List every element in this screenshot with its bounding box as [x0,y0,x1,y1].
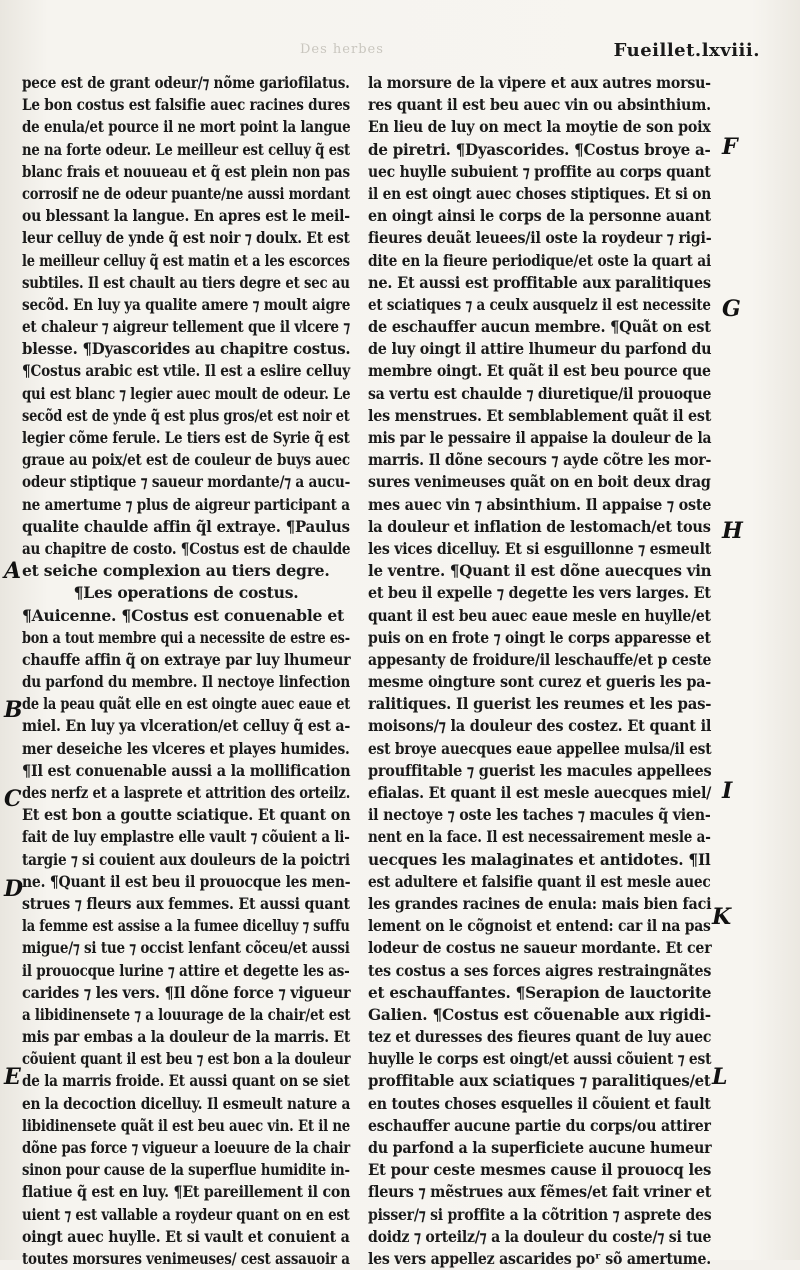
margin-letter-f: F [722,134,738,160]
text-line: efialas. Et quant il est mesle auecques miel/ [368,783,712,802]
text-line: qualite chaulde affin q̃l extraye. ¶Paulus [22,516,350,536]
text-line: mer deseiche les vlceres et playes humides. [22,738,350,758]
text-line: uecques les malaginates et antidotes. ¶Il [368,849,711,869]
text-line: les grandes racines de enula: mais bien faci [368,893,712,913]
text-line: Galien. ¶Costus est cõuenable aux rigidi- [368,1004,711,1024]
text-line: les vers appellez ascarides poʳ sõ amertume. [368,1248,711,1268]
text-line: est broye auecques eaue appellee mulsa/il est [368,738,712,758]
text-line: est adultere et falsifie quant il est mesle auec [368,871,711,891]
text-line: il prouocque lurine ⁊ attire et degette les as- [22,960,350,980]
text-line: sures venimeuses quãt on en boit deux drag [368,472,711,492]
margin-letter-e: E [4,1064,21,1090]
text-line: la morsure de la vipere et aux autres morsu- [368,73,711,92]
text-line: en toutes choses esquelles il cõuient et fault [368,1093,711,1113]
text-line: strues ⁊ fleurs aux femmes. Et aussi quant [22,893,350,913]
text-line: oingt auec huylle. Et si vault et conuient a [22,1226,350,1246]
text-line: leur celluy de ynde q̃ est noir ⁊ doulx. Et est [22,228,350,248]
text-line: qui est blanc ⁊ legier auec moult de odeur. Le [22,383,351,403]
text-line: Et pour ceste mesmes cause il prouocq les [368,1160,712,1180]
text-line: blanc frais et nouueau et q̃ est plein non pas [22,161,350,181]
text-line: et eschauffantes. ¶Serapion de lauctorite [368,982,712,1002]
text-line: secõd est de ynde q̃ est plus gros/et est noir et [22,405,350,425]
text-line: subtiles. Il est chault au tiers degre et sec au [22,272,350,292]
text-line: ralitiques. Il guerist les reumes et les pas- [368,694,712,714]
margin-letter-l: L [712,1064,728,1090]
text-line: moisons/⁊ la douleur des costez. Et quant il [368,716,712,736]
margin-letter-g: G [722,296,741,322]
text-line: du parfond a la superficiete aucune humeur [368,1138,712,1157]
text-line: les menstrues. Et semblablement quãt il est [368,405,712,425]
text-line: dõne pas force ⁊ vigueur a loeuure de la chair [22,1138,351,1157]
text-line: uient ⁊ est vallable a roydeur quant on en est [22,1204,350,1224]
text-line: miel. En luy ya vlceration/et celluy q̃ est a- [22,716,351,736]
text-line: fleurs ⁊ mẽstrues aux fẽmes/et fait vriner et [368,1182,712,1202]
margin-letter-h: H [722,518,743,544]
text-line: lodeur de costus ne saueur mordante. Et cer [368,938,712,958]
text-line: la femme est assise a la fumee dicelluy ⁊ suffu [22,916,350,936]
text-line: blesse. ¶Dyascorides au chapitre costus. [22,339,351,359]
margin-letter-c: C [4,786,22,812]
text-line: au chapitre de costo. ¶Costus est de chaulde [22,538,351,558]
text-line: fait de luy emplastre elle vault ⁊ cõuient a li- [22,827,350,847]
text-line: le ventre. ¶Quant il est dõne auecques vin [368,561,712,581]
text-line: chauffe affin q̃ on extraye par luy lhumeur [22,649,351,669]
text-line: pisser/⁊ si proffite a la cõtrition ⁊ asprete des [368,1204,712,1224]
text-line: ne. Et aussi est proffitable aux paralitiques [368,272,711,292]
text-line: ¶Costus arabic est vtile. Il est a eslire celluy [22,361,350,381]
text-line: ne na forte odeur. Le meilleur est celluy q̃ est [22,139,350,159]
text-line: ¶Il est conuenable aussi a la mollification [22,760,351,780]
text-line: de luy oingt il attire lhumeur du parfond du [368,339,712,359]
text-line: ne. ¶Quant il est beu il prouocque les men- [22,871,351,891]
text-line: Le bon costus est falsifie auec racines dures [22,95,350,115]
folio-heading: Fueillet.lxviii. [613,40,760,61]
text-line: secõd. En luy ya qualite amere ⁊ moult aigre [22,294,351,314]
margin-letter-a: A [4,558,22,584]
text-line: nent en la face. Il est necessairement mesle a- [368,827,711,847]
margin-letter-b: B [4,697,23,723]
text-line: fieures deuãt leuees/il oste la roydeur ⁊ rigi- [368,228,712,248]
text-line: de la marris froide. Et aussi quant on se siet [22,1071,350,1091]
text-line: uec huylle subuient ⁊ proffite au corps quant [368,161,711,181]
text-line: legier cõme ferule. Le tiers est de Syrie q̃ est [22,428,350,447]
right-text-column [368,72,711,1270]
text-line: cõuient quant il est beu ⁊ est bon a la douleur [22,1049,351,1069]
text-line: tes costus a ses forces aigres restraingnãtes [368,960,712,980]
text-line: marris. Il dõne secours ⁊ ayde cõtre les mor- [368,450,712,470]
text-line: tez et duresses des fieures quant de luy auec [368,1027,712,1047]
text-line: il en est oingt auec choses stiptiques. Et si on [368,183,712,203]
text-line: dite en la fieure periodique/et oste la quart ai [368,250,711,270]
text-line: il nectoye ⁊ oste les taches ⁊ macules q̃ vien- [368,805,711,825]
text-line: targie ⁊ si couient aux douleurs de la poictri [22,849,350,869]
margin-letter-k: K [712,904,732,930]
text-line: corrosif ne de odeur puante/ne aussi mordant [22,183,350,203]
text-line: appesanty de froidure/il leschauffe/et p ceste [368,649,712,669]
text-line: lement on le cõgnoist et entend: car il na pas [368,916,711,936]
text-line: quant il est beu auec eaue mesle en huylle/et [368,605,711,625]
text-line: membre oingt. Et quãt il est beu pource que [368,361,711,381]
text-line: en oingt ainsi le corps de la personne auant [368,206,711,226]
text-line: sa vertu est chaulde ⁊ diuretique/il prouoque [368,383,712,403]
text-line: et beu il expelle ⁊ degette les vers larges. Et [368,583,711,603]
text-line: de enula/et pource il ne mort point la langue [22,117,351,137]
text-line: carides ⁊ les vers. ¶Il dõne force ⁊ vigueur [22,982,351,1002]
text-line: ou blessant la langue. En apres est le meil- [22,206,350,226]
text-line: flatiue q̃ est en luy. ¶Et pareillement il con [22,1182,351,1202]
text-line: mis par le pessaire il appaise la douleur de la [368,428,712,447]
text-line: puis on en frote ⁊ oingt le corps apparesse et [368,627,711,647]
text-line: de piretri. ¶Dyascorides. ¶Costus broye a- [368,139,711,159]
text-line: En lieu de luy on mect la moytie de son poix [368,117,711,137]
text-line: res quant il est beu auec vin ou absinthium. [368,95,711,115]
text-line: migue/⁊ si tue ⁊ occist lenfant cõceu/et aussi [22,938,350,958]
text-line: la douleur et inflation de lestomach/et tous [368,516,711,536]
text-line: huylle le corps est oingt/et aussi cõuient ⁊ est [368,1049,712,1069]
text-line: graue au poix/et est de couleur de buys auec [22,450,350,470]
text-line: odeur stiptique ⁊ saueur mordante/⁊ a aucu- [22,472,351,492]
text-line: a libidinensete ⁊ a louurage de la chair/et est [22,1004,351,1024]
text-line: prouffitable ⁊ guerist les macules appellees [368,760,712,780]
text-line: toutes morsures venimeuses/ cest assauoir a [22,1248,350,1268]
text-line: proffitable aux sciatiques ⁊ paralitiques/et [368,1071,711,1091]
text-line: sinon pour cause de la superflue humidite in- [22,1160,350,1180]
text-line: et seiche complexion au tiers degre. [22,561,330,581]
text-line: les vices dicelluy. Et si esguillonne ⁊ esmeult [368,538,712,558]
text-line: bon a tout membre qui a necessite de estre es- [22,627,350,647]
text-line: en la decoction dicelluy. Il esmeult nature a [22,1093,351,1113]
text-line: ¶Les operations de costus. [73,583,299,603]
text-line: des nerfz et a lasprete et attrition des orteilz. [22,783,351,802]
text-line: ¶Auicenne. ¶Costus est conuenable et [22,605,344,625]
faint-running-head: Des herbes [300,42,384,57]
text-line: ne amertume ⁊ plus de aigreur participant a [22,494,350,514]
text-line: mis par embas a la douleur de la marris. Et [22,1027,351,1047]
text-line: Et est bon a goutte sciatique. Et quant on [22,805,351,825]
margin-letter-i: I [722,778,733,804]
text-line: libidinensete quãt il est beu auec vin. Et il ne [22,1115,351,1135]
text-line: mes auec vin ⁊ absinthium. Il appaise ⁊ oste [368,494,712,514]
text-line: du parfond du membre. Il nectoye linfection [22,672,350,692]
text-line: et chaleur ⁊ aigreur tellement que il vlcere ⁊ [22,317,350,337]
text-line: mesme oingture sont curez et gueris les pa- [368,672,711,692]
text-line: le meilleur celluy q̃ est matin et a les escorces [22,250,350,270]
text-line: de eschauffer aucun membre. ¶Quãt on est [368,317,711,337]
text-line: et sciatiques ⁊ a ceulx ausquelz il est necessite [368,294,711,314]
text-line: eschauffer aucune partie du corps/ou attirer [368,1115,711,1135]
text-line: pece est de grant odeur/⁊ nõme gariofilatus. [22,73,350,92]
text-line: de la peau quãt elle en est oingte auec eaue et [22,694,351,714]
text-line: doidz ⁊ orteilz/⁊ a la douleur du coste/⁊ si tue [368,1226,712,1246]
left-text-column [22,72,350,1270]
margin-letter-d: D [4,876,24,902]
